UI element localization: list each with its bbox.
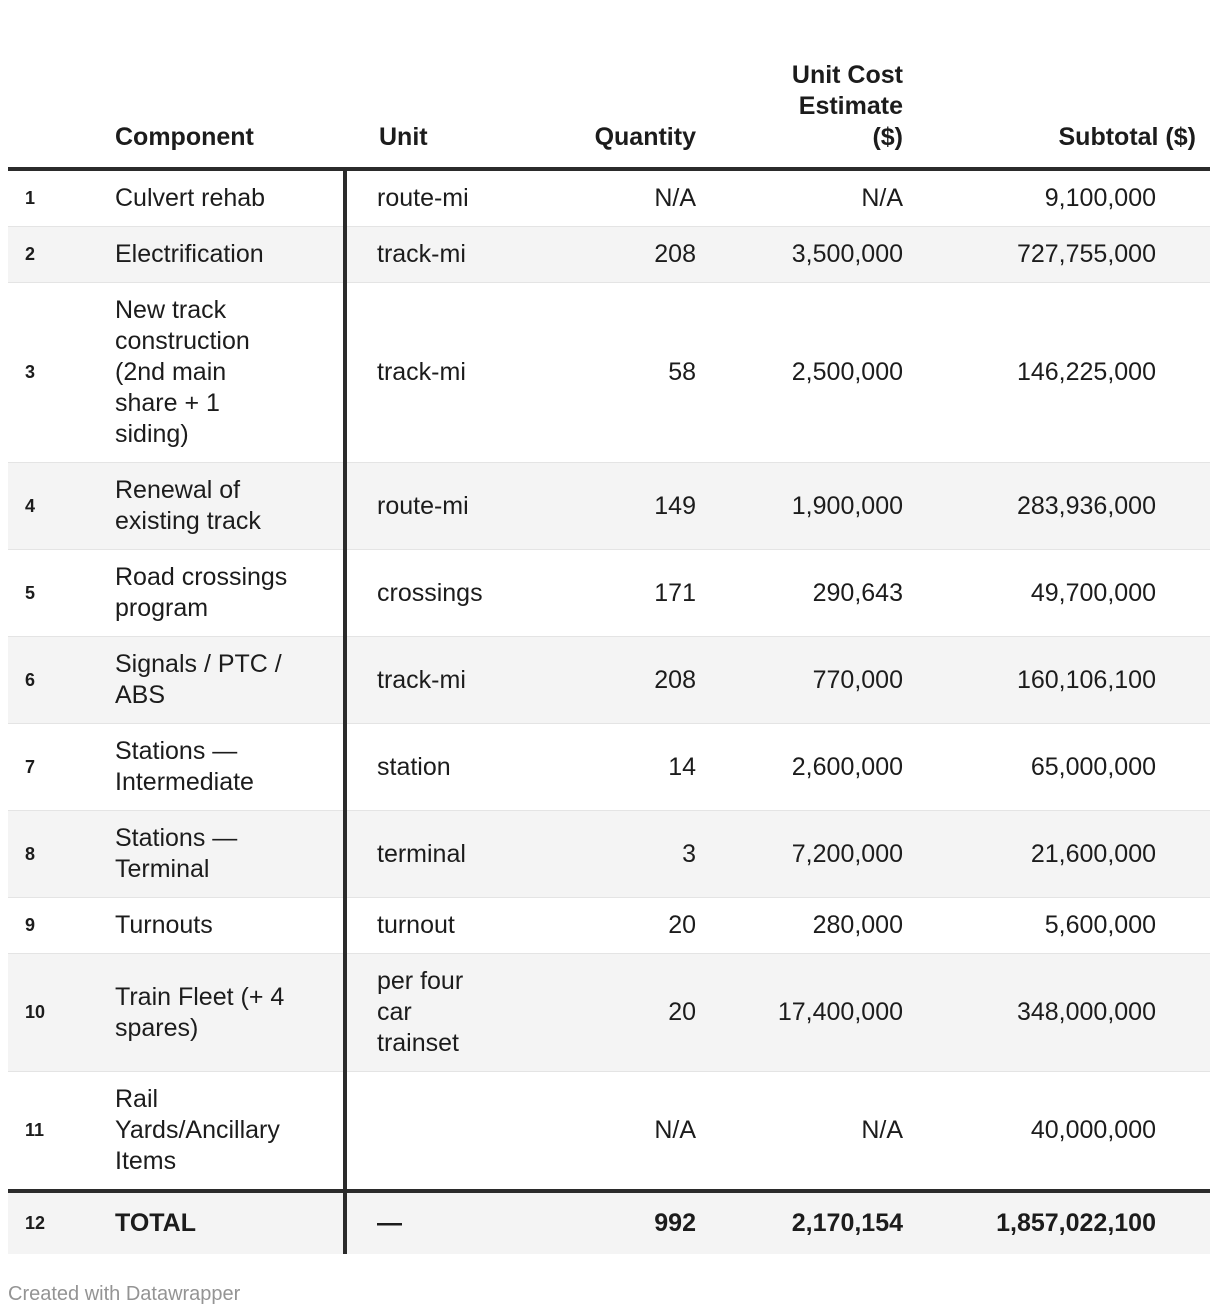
- table-row: [8, 898, 1210, 954]
- unit-cell: turnout: [345, 898, 505, 954]
- component-cell: Culvert rehab: [115, 184, 266, 212]
- subtotal-cell: 9,100,000: [1044, 184, 1156, 212]
- unit-cell: route-mi: [345, 169, 505, 227]
- row-number: 5: [8, 550, 100, 637]
- component-cell: Signals / PTC / ABS: [100, 637, 345, 724]
- unit-cost-cell: 2,600,000: [710, 724, 917, 811]
- table-row: [8, 550, 1210, 637]
- component-cell: Stations — Terminal: [100, 811, 345, 898]
- unit-cost-cell: 290,643: [710, 550, 917, 637]
- unit-cost-cell: 1,900,000: [710, 463, 917, 550]
- subtotal-cell: 40,000,000: [917, 1072, 1210, 1192]
- component-cell: TOTAL: [100, 1191, 345, 1254]
- unit-cost-cell: 3,500,000: [710, 227, 917, 283]
- unit-cell: track-mi: [345, 283, 505, 463]
- table-row: [8, 169, 1210, 227]
- quantity-cell: N/A: [654, 184, 696, 212]
- unit-cost-cell: N/A: [710, 1072, 917, 1192]
- row-number: 10: [8, 954, 100, 1072]
- row-number: 8: [8, 811, 100, 898]
- unit-cell: —: [345, 1191, 505, 1254]
- quantity-cell: 171: [505, 550, 710, 637]
- subtotal-cell: 348,000,000: [917, 954, 1210, 1072]
- quantity-cell: 20: [505, 954, 710, 1072]
- unit-cost-cell: 7,200,000: [710, 811, 917, 898]
- unit-cost-cell: 2,500,000: [710, 283, 917, 463]
- subtotal-cell: 283,936,000: [917, 463, 1210, 550]
- row-number: 3: [8, 283, 100, 463]
- row-number: 9: [8, 898, 100, 954]
- unit-cell: [345, 1072, 505, 1192]
- subtotal-cell: 160,106,100: [917, 637, 1210, 724]
- table-row: [8, 227, 1210, 283]
- component-cell: Rail Yards/Ancillary Items: [100, 1072, 345, 1192]
- subtotal-cell: 146,225,000: [917, 283, 1210, 463]
- unit-cell: terminal: [345, 811, 505, 898]
- table-row-total: [8, 1191, 1210, 1254]
- quantity-cell: 208: [505, 227, 710, 283]
- subtotal-cell: 5,600,000: [917, 898, 1210, 954]
- col-header-quantity: Quantity: [505, 26, 710, 169]
- quantity-cell: N/A: [505, 1072, 710, 1192]
- table-row: [8, 637, 1210, 724]
- quantity-cell: 3: [505, 811, 710, 898]
- col-header-row-number: [8, 26, 100, 169]
- component-cell: Electrification: [100, 227, 345, 283]
- row-number: 1: [25, 188, 36, 208]
- attribution-link[interactable]: Created with Datawrapper: [8, 1283, 241, 1305]
- quantity-cell: 149: [505, 463, 710, 550]
- unit-cost-cell: 2,170,154: [710, 1191, 917, 1254]
- component-cell: Road crossings program: [100, 550, 345, 637]
- quantity-cell: 58: [505, 283, 710, 463]
- row-number: 7: [8, 724, 100, 811]
- component-cell: Renewal of existing track: [100, 463, 345, 550]
- component-cell: New track construction (2nd main share + 1 siding): [100, 283, 345, 463]
- row-number: 2: [8, 227, 100, 283]
- col-header-unit-cost-estimate-label: Unit Cost Estimate ($): [791, 61, 903, 151]
- unit-cell: track-mi: [345, 227, 505, 283]
- row-number: 11: [8, 1072, 100, 1192]
- quantity-cell: 14: [505, 724, 710, 811]
- unit-cell: crossings: [345, 550, 505, 637]
- subtotal-cell: 21,600,000: [917, 811, 1210, 898]
- table-row: [8, 811, 1210, 898]
- unit-cost-cell: 280,000: [710, 898, 917, 954]
- col-header-subtotal: Subtotal ($): [917, 26, 1210, 169]
- unit-cell: station: [345, 724, 505, 811]
- unit-cell: route-mi: [345, 463, 505, 550]
- table-row: [8, 463, 1210, 550]
- unit-cell: per four car trainset: [345, 954, 505, 1072]
- col-header-component: Component: [100, 26, 345, 169]
- quantity-cell: 208: [505, 637, 710, 724]
- row-number: 4: [8, 463, 100, 550]
- unit-cost-cell: 770,000: [710, 637, 917, 724]
- table-row: [8, 283, 1210, 463]
- header-row: [8, 26, 1210, 169]
- table-row: [8, 1072, 1210, 1192]
- cost-estimate-table: [8, 26, 1210, 1254]
- quantity-cell: 20: [505, 898, 710, 954]
- table-row: [8, 954, 1210, 1072]
- subtotal-cell: 727,755,000: [917, 227, 1210, 283]
- subtotal-cell: 49,700,000: [917, 550, 1210, 637]
- quantity-cell: 992: [505, 1191, 710, 1254]
- unit-cost-cell: 17,400,000: [710, 954, 917, 1072]
- row-number: 12: [8, 1191, 100, 1254]
- col-header-unit: Unit: [345, 26, 505, 169]
- table-row: [8, 724, 1210, 811]
- component-cell: Stations — Intermediate: [100, 724, 345, 811]
- unit-cost-cell: N/A: [861, 184, 903, 212]
- col-header-unit-cost-estimate: [710, 26, 917, 169]
- component-cell: Train Fleet (+ 4 spares): [100, 954, 345, 1072]
- subtotal-cell: 1,857,022,100: [917, 1191, 1210, 1254]
- unit-cell: track-mi: [345, 637, 505, 724]
- component-cell: Turnouts: [100, 898, 345, 954]
- row-number: 6: [8, 637, 100, 724]
- subtotal-cell: 65,000,000: [917, 724, 1210, 811]
